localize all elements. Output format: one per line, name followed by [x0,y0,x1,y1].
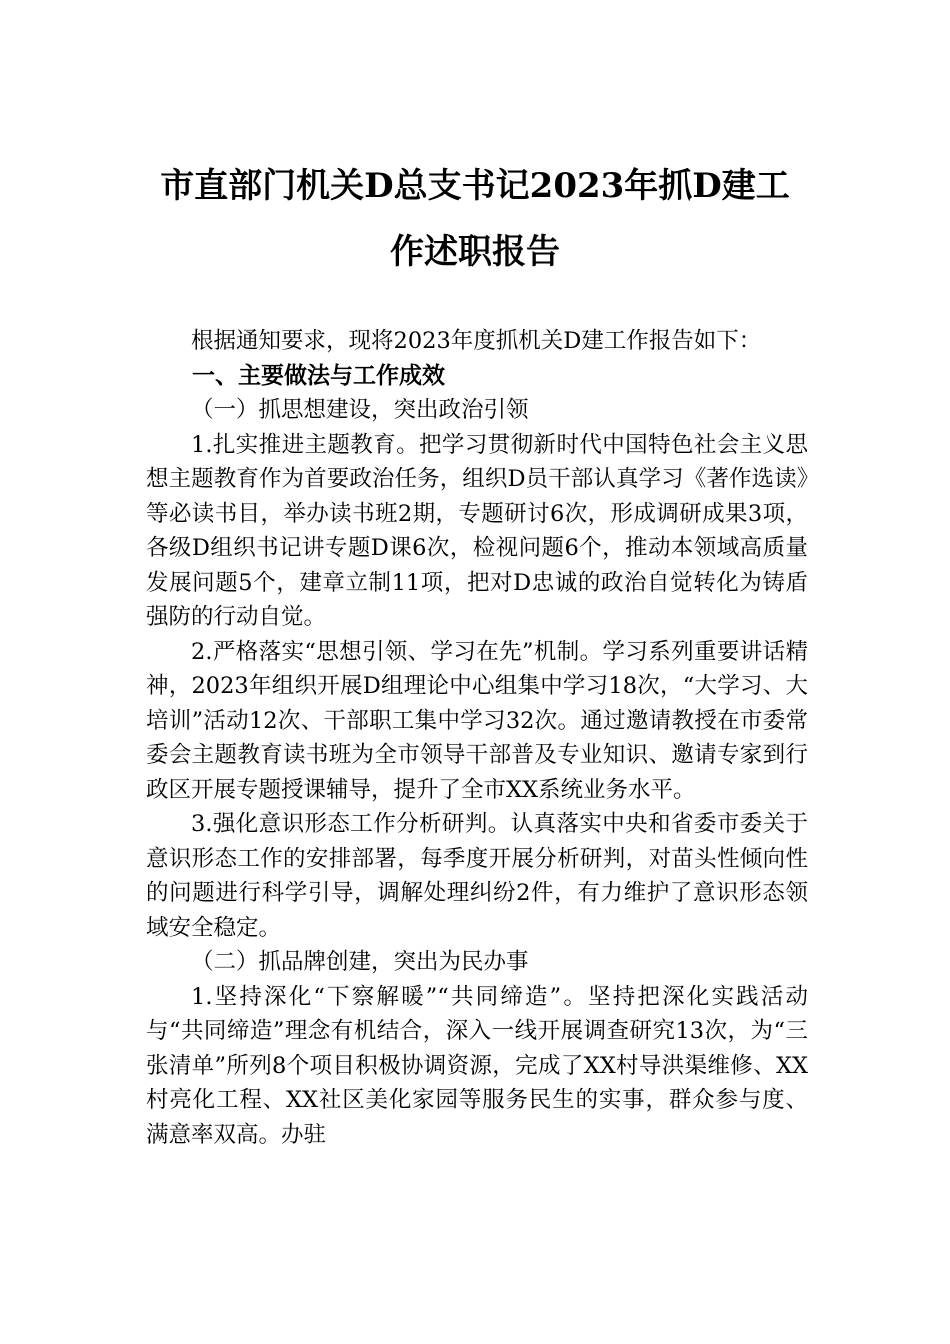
subsection-heading-1: （一）抓思想建设，突出政治引领 [191,397,529,423]
paragraph-1-3: 3.强化意识形态工作分析研判。认真落实中央和省委市委关于意识形态工作的安排部署，每季度开展分析研判，对苗头性倾向性的问题进行科学引导，调解处理纠纷2件，有力维护了意识形态领域安全稳定。 [146,811,808,941]
paragraph-2-1: 1.坚持深化“下察解暖”“共同缔造”。坚持把深化实践活动与“共同缔造”理念有机结合，深入一线开展调查研究13次，为“三张清单”所列8个项目积极协调资源，完成了XX村导洪渠维修、XX村亮化工程、XX社区美化家园等服务民生的实事，群众参与度、满意率双高。办驻 [146,983,808,1148]
document-title-line-1: 市直部门机关D总支书记2023年抓D建工 [160,166,790,206]
paragraph-1-2: 2.严格落实“思想引领、学习在先”机制。学习系列重要讲话精神，2023年组织开展D组理论中心组集中学习18次，“大学习、大培训”活动12次、干部职工集中学习32次。通过邀请教授在市委常委会主题教育读书班为全市领导干部普及专业知识、邀请专家到行政区开展专题授课辅导，提升了全市XX系统业务水平。 [146,638,808,803]
section-heading-1: 一、主要做法与工作成效 [192,362,445,389]
subsection-heading-2: （二）抓品牌创建，突出为民办事 [191,949,529,975]
paragraph-1-1: 1.扎实推进主题教育。把学习贯彻新时代中国特色社会主义思想主题教育作为首要政治任务，组织D员干部认真学习《著作选读》等必读书目，举办读书班2期，专题研讨6次，形成调研成果3项，各级D组织书记讲专题D课6次，检视问题6个，推动本领域高质量发展问题5个，建章立制11项，把对D忠诚的政治自觉转化为铸盾强防的行动自觉。 [146,431,808,630]
intro-paragraph: 根据通知要求，现将2023年度抓机关D建工作报告如下： [191,328,762,354]
document-body [146,324,808,1152]
document-title-line-2: 作述职报告 [390,232,560,272]
